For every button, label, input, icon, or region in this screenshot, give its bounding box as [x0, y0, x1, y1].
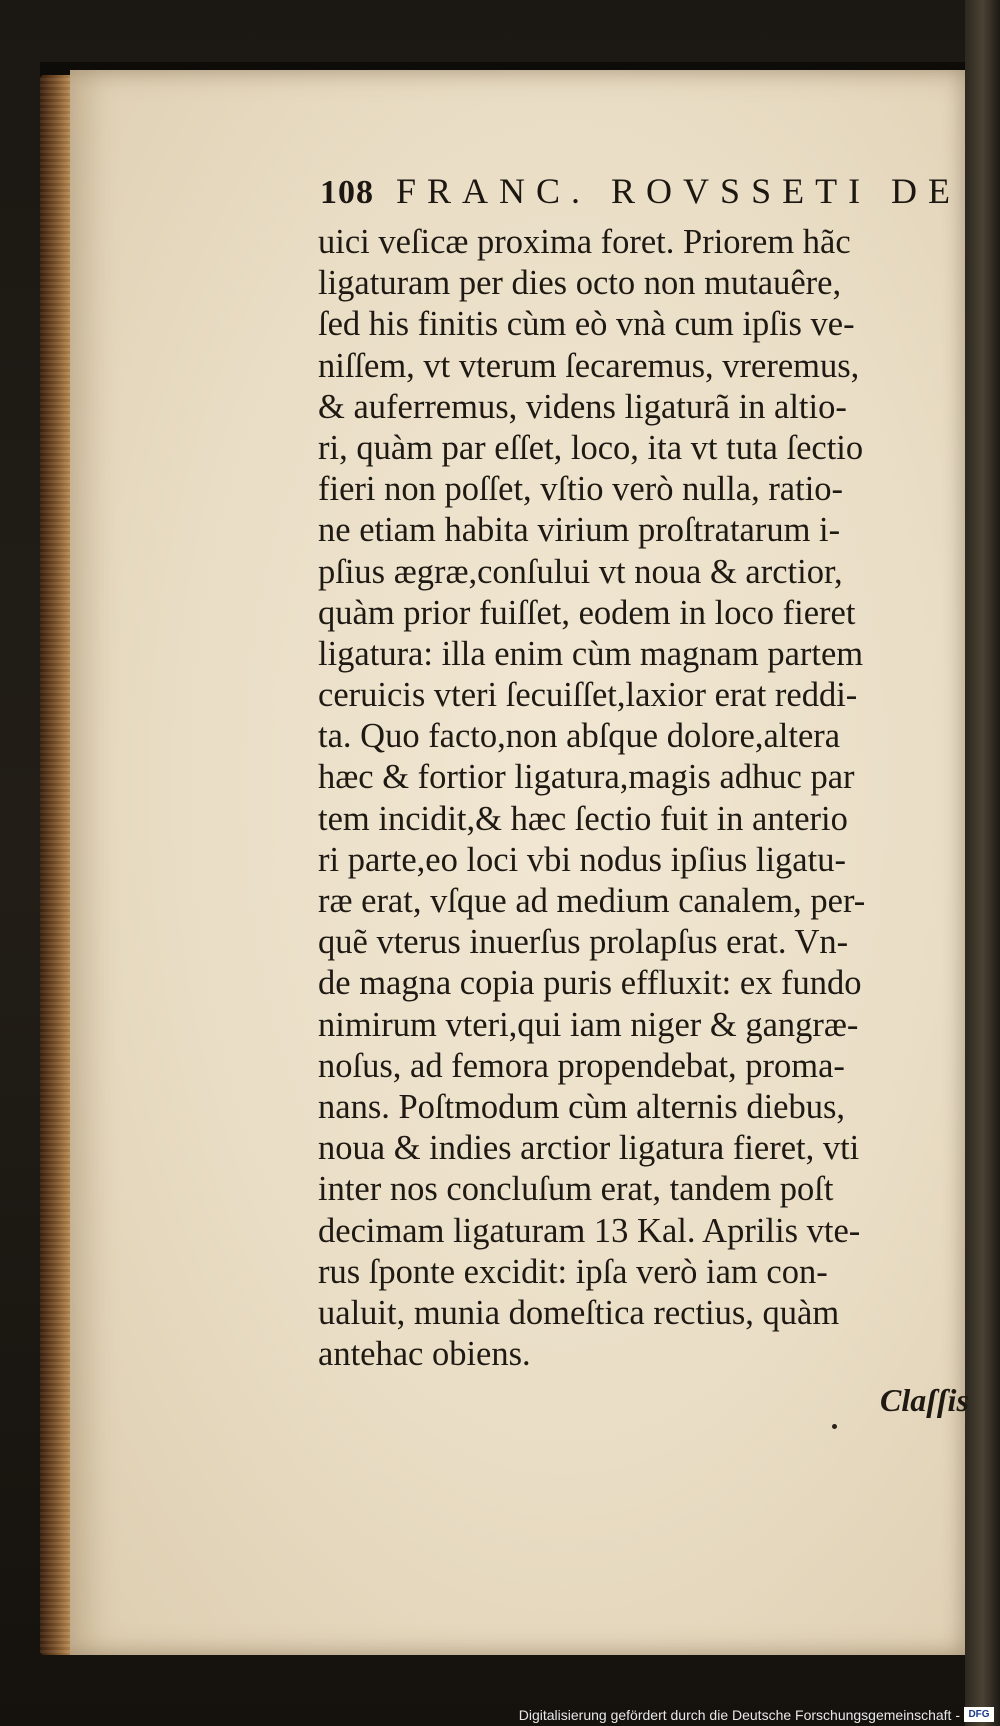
text-line: ri, quàm par eſſet, loco, ita vt tuta ſectio — [318, 428, 864, 467]
text-line: rus ſponte excidit: ipſa verò iam con- — [318, 1252, 828, 1291]
text-line: antehac obiens. — [318, 1335, 531, 1374]
text-line: de magna copia puris effluxit: ex fundo — [318, 964, 862, 1003]
catchword: Claſſis — [880, 1382, 969, 1418]
text-line: tem incidit,& hæc ſectio fuit in anterio — [318, 799, 848, 838]
text-line: nimirum vteri,qui iam niger & gangræ- — [318, 1005, 859, 1044]
text-line: quàm prior fuiſſet, eodem in loco fieret — [318, 593, 856, 632]
text-line: ri parte,eo loci vbi nodus ipſius ligatu- — [318, 840, 846, 879]
text-line: ne etiam habita virium proſtratarum i- — [318, 511, 841, 550]
text-line: nans. Poſtmodum cùm alternis diebus, — [318, 1087, 846, 1126]
text-line: ræ erat, vſque ad medium canalem, per- — [318, 882, 866, 920]
text-line: quẽ vterus inuerſus prolapſus erat. Vn- — [318, 923, 849, 962]
book-binding-right — [965, 0, 1000, 1726]
text-line: & auferremus, videns ligaturã in altio- — [318, 387, 847, 426]
page-number: 108 — [320, 174, 374, 211]
text-line: ualuit, munia domeſtica rectius, quàm — [318, 1293, 840, 1332]
text-line: ceruicis vteri ſecuiſſet,laxior erat reddi- — [318, 676, 858, 715]
text-line: inter nos concluſum erat, tandem poſt — [318, 1170, 834, 1209]
page-body — [318, 222, 968, 1375]
text-line: noſus, ad femora propendebat, proma- — [318, 1046, 845, 1085]
text-line: ligaturam per dies octo non mutauêre, — [318, 264, 842, 303]
dfg-logo: DFG — [964, 1707, 994, 1722]
footer-credit: Digitalisierung gefördert durch die Deutsche Forschungsgemeinschaft - — [518, 1707, 960, 1723]
text-line: noua & indies arctior ligatura fieret, vti — [318, 1129, 860, 1168]
digitization-footer — [0, 1704, 1000, 1726]
text-line: ligatura: illa enim cùm magnam partem — [318, 634, 864, 673]
text-line: hæc & fortior ligatura,magis adhuc par — [318, 758, 855, 797]
running-head: FRANC. ROVSSETI DE — [396, 171, 962, 211]
text-line: fieri non poſſet, vſtio verò nulla, ratio- — [318, 470, 844, 509]
text-line: pſius ægræ,conſului vt noua & arctior, — [318, 552, 843, 591]
text-line: niſſem, vt vterum ſecaremus, vreremus, — [318, 346, 860, 385]
ink-speck — [832, 1424, 837, 1429]
text-line: ſed his finitis cùm eò vnà cum ipſis ve- — [318, 305, 855, 344]
text-line: uici veſicæ proxima foret. Priorem hãc — [318, 223, 851, 261]
text-line: decimam ligaturam 13 Kal. Aprilis vte- — [318, 1211, 861, 1250]
text-line: ta. Quo facto,non abſque dolore,altera — [318, 717, 841, 756]
page-header — [320, 170, 962, 218]
